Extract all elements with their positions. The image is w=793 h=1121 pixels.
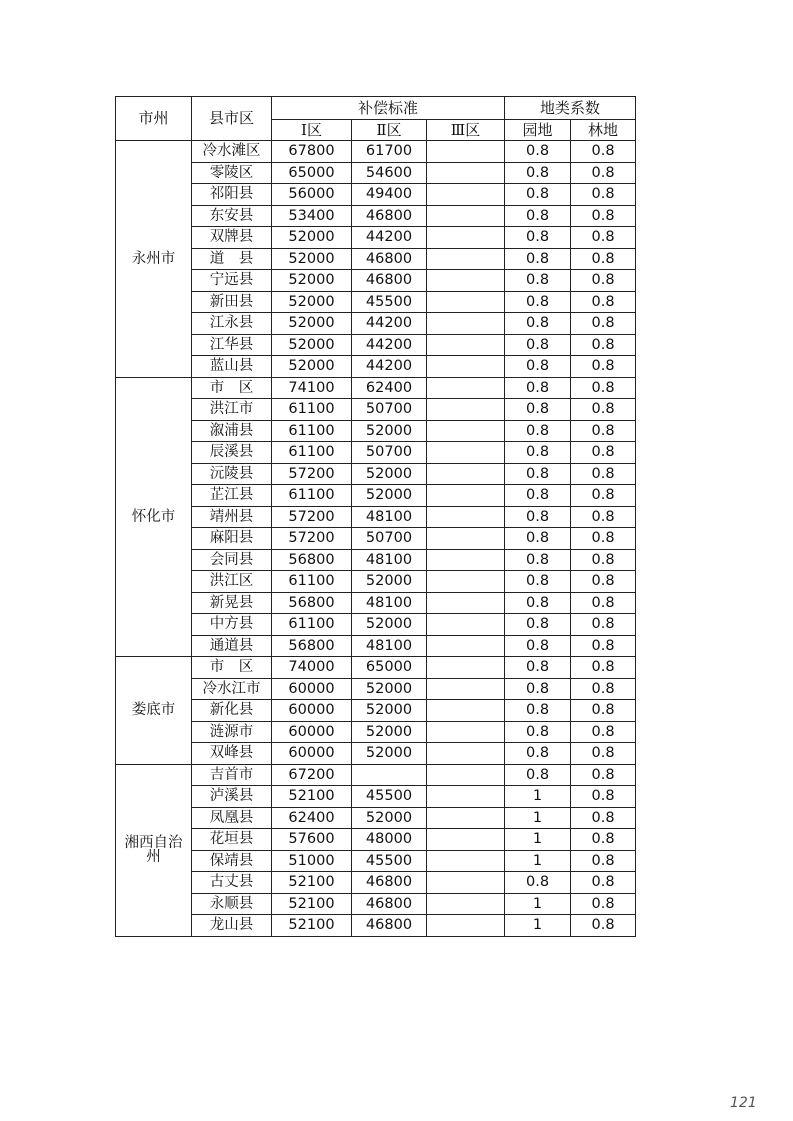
- garden-coefficient: 0.8: [505, 399, 571, 421]
- garden-coefficient: 0.8: [505, 184, 571, 206]
- garden-coefficient: 0.8: [505, 248, 571, 270]
- zone-3-value: [427, 399, 505, 421]
- zone-3-value: [427, 291, 505, 313]
- garden-coefficient: 0.8: [505, 549, 571, 571]
- zone-1-value: 57200: [272, 506, 352, 528]
- forest-coefficient: 0.8: [571, 829, 636, 851]
- zone-1-value: 56000: [272, 184, 352, 206]
- zone-2-value: 48100: [352, 635, 427, 657]
- zone-2-value: 44200: [352, 334, 427, 356]
- zone-3-value: [427, 420, 505, 442]
- zone-3-value: [427, 506, 505, 528]
- table-row: [116, 592, 636, 614]
- zone-1-value: 67800: [272, 141, 352, 163]
- table-row: [116, 313, 636, 335]
- forest-coefficient: 0.8: [571, 141, 636, 163]
- county-cell: 永顺县: [192, 893, 272, 915]
- header-garden: 园地: [505, 120, 571, 141]
- county-cell: 芷江县: [192, 485, 272, 507]
- header-compensation-standard: 补偿标准: [272, 97, 505, 120]
- garden-coefficient: 1: [505, 786, 571, 808]
- zone-2-value: 45500: [352, 786, 427, 808]
- county-cell: 新化县: [192, 700, 272, 722]
- forest-coefficient: 0.8: [571, 377, 636, 399]
- zone-1-value: 52000: [272, 313, 352, 335]
- garden-coefficient: 0.8: [505, 700, 571, 722]
- garden-coefficient: 0.8: [505, 657, 571, 679]
- county-cell: 靖州县: [192, 506, 272, 528]
- zone-3-value: [427, 786, 505, 808]
- zone-2-value: 52000: [352, 678, 427, 700]
- forest-coefficient: 0.8: [571, 442, 636, 464]
- zone-2-value: 54600: [352, 162, 427, 184]
- garden-coefficient: 0.8: [505, 592, 571, 614]
- zone-3-value: [427, 571, 505, 593]
- zone-2-value: 52000: [352, 721, 427, 743]
- zone-1-value: 74000: [272, 657, 352, 679]
- table-row: [116, 420, 636, 442]
- forest-coefficient: 0.8: [571, 721, 636, 743]
- garden-coefficient: 1: [505, 829, 571, 851]
- garden-coefficient: 0.8: [505, 528, 571, 550]
- forest-coefficient: 0.8: [571, 205, 636, 227]
- garden-coefficient: 0.8: [505, 420, 571, 442]
- garden-coefficient: 0.8: [505, 141, 571, 163]
- zone-2-value: 52000: [352, 743, 427, 765]
- zone-1-value: 52100: [272, 915, 352, 937]
- forest-coefficient: 0.8: [571, 184, 636, 206]
- zone-1-value: 61100: [272, 399, 352, 421]
- forest-coefficient: 0.8: [571, 549, 636, 571]
- garden-coefficient: 1: [505, 807, 571, 829]
- county-cell: 冷水江市: [192, 678, 272, 700]
- zone-3-value: [427, 463, 505, 485]
- forest-coefficient: 0.8: [571, 764, 636, 786]
- zone-2-value: 48100: [352, 549, 427, 571]
- county-cell: 洪江区: [192, 571, 272, 593]
- county-cell: 蓝山县: [192, 356, 272, 378]
- zone-1-value: 56800: [272, 549, 352, 571]
- zone-2-value: 50700: [352, 442, 427, 464]
- forest-coefficient: 0.8: [571, 506, 636, 528]
- table-row: [116, 893, 636, 915]
- county-cell: 江华县: [192, 334, 272, 356]
- zone-3-value: [427, 614, 505, 636]
- zone-3-value: [427, 915, 505, 937]
- table-row: [116, 248, 636, 270]
- garden-coefficient: 0.8: [505, 743, 571, 765]
- zone-2-value: 49400: [352, 184, 427, 206]
- header-county: 县市区: [192, 97, 272, 141]
- table-row: [116, 291, 636, 313]
- zone-3-value: [427, 184, 505, 206]
- garden-coefficient: 0.8: [505, 227, 571, 249]
- zone-1-value: 52100: [272, 893, 352, 915]
- compensation-standard-table: [115, 96, 636, 937]
- table-row: [116, 549, 636, 571]
- table-row: [116, 872, 636, 894]
- forest-coefficient: 0.8: [571, 786, 636, 808]
- county-cell: 通道县: [192, 635, 272, 657]
- zone-2-value: 44200: [352, 356, 427, 378]
- garden-coefficient: 0.8: [505, 205, 571, 227]
- forest-coefficient: 0.8: [571, 807, 636, 829]
- forest-coefficient: 0.8: [571, 678, 636, 700]
- table-row: [116, 399, 636, 421]
- zone-2-value: 50700: [352, 528, 427, 550]
- county-cell: 市 区: [192, 377, 272, 399]
- zone-3-value: [427, 764, 505, 786]
- forest-coefficient: 0.8: [571, 915, 636, 937]
- county-cell: 花垣县: [192, 829, 272, 851]
- table-row: [116, 141, 636, 163]
- header-city: 市州: [116, 97, 192, 141]
- zone-1-value: 52000: [272, 334, 352, 356]
- table-row: [116, 506, 636, 528]
- garden-coefficient: 0.8: [505, 872, 571, 894]
- zone-3-value: [427, 893, 505, 915]
- garden-coefficient: 0.8: [505, 377, 571, 399]
- header-zone-1: Ⅰ区: [272, 120, 352, 141]
- garden-coefficient: 1: [505, 915, 571, 937]
- zone-1-value: 57600: [272, 829, 352, 851]
- county-cell: 会同县: [192, 549, 272, 571]
- zone-2-value: 45500: [352, 291, 427, 313]
- county-cell: 麻阳县: [192, 528, 272, 550]
- header-zone-2: Ⅱ区: [352, 120, 427, 141]
- zone-3-value: [427, 549, 505, 571]
- zone-1-value: 60000: [272, 721, 352, 743]
- county-cell: 保靖县: [192, 850, 272, 872]
- table-row: [116, 356, 636, 378]
- forest-coefficient: 0.8: [571, 571, 636, 593]
- zone-3-value: [427, 248, 505, 270]
- zone-3-value: [427, 270, 505, 292]
- garden-coefficient: 0.8: [505, 270, 571, 292]
- zone-3-value: [427, 485, 505, 507]
- zone-3-value: [427, 592, 505, 614]
- forest-coefficient: 0.8: [571, 893, 636, 915]
- table-row: [116, 528, 636, 550]
- table-row: [116, 270, 636, 292]
- zone-2-value: 50700: [352, 399, 427, 421]
- zone-1-value: 52100: [272, 786, 352, 808]
- county-cell: 冷水滩区: [192, 141, 272, 163]
- county-cell: 辰溪县: [192, 442, 272, 464]
- garden-coefficient: 0.8: [505, 334, 571, 356]
- zone-1-value: 74100: [272, 377, 352, 399]
- city-cell: 娄底市: [116, 657, 192, 765]
- city-cell: 怀化市: [116, 377, 192, 657]
- county-cell: 龙山县: [192, 915, 272, 937]
- forest-coefficient: 0.8: [571, 248, 636, 270]
- zone-2-value: 52000: [352, 807, 427, 829]
- county-cell: 双峰县: [192, 743, 272, 765]
- zone-1-value: 67200: [272, 764, 352, 786]
- forest-coefficient: 0.8: [571, 227, 636, 249]
- table-row: [116, 807, 636, 829]
- garden-coefficient: 0.8: [505, 162, 571, 184]
- forest-coefficient: 0.8: [571, 334, 636, 356]
- zone-2-value: 46800: [352, 915, 427, 937]
- zone-1-value: 52000: [272, 291, 352, 313]
- zone-2-value: 52000: [352, 571, 427, 593]
- table-row: [116, 700, 636, 722]
- garden-coefficient: 0.8: [505, 764, 571, 786]
- zone-3-value: [427, 829, 505, 851]
- table-row: [116, 743, 636, 765]
- forest-coefficient: 0.8: [571, 313, 636, 335]
- zone-1-value: 52000: [272, 270, 352, 292]
- county-cell: 沅陵县: [192, 463, 272, 485]
- zone-1-value: 61100: [272, 571, 352, 593]
- header-land-coefficient: 地类系数: [505, 97, 636, 120]
- table-row: [116, 334, 636, 356]
- zone-1-value: 56800: [272, 592, 352, 614]
- county-cell: 古丈县: [192, 872, 272, 894]
- zone-1-value: 57200: [272, 463, 352, 485]
- zone-2-value: 48100: [352, 592, 427, 614]
- zone-3-value: [427, 334, 505, 356]
- zone-1-value: 61100: [272, 442, 352, 464]
- zone-2-value: 46800: [352, 872, 427, 894]
- forest-coefficient: 0.8: [571, 162, 636, 184]
- garden-coefficient: 0.8: [505, 485, 571, 507]
- zone-1-value: 56800: [272, 635, 352, 657]
- zone-2-value: 44200: [352, 227, 427, 249]
- garden-coefficient: 0.8: [505, 442, 571, 464]
- zone-1-value: 60000: [272, 743, 352, 765]
- county-cell: 新田县: [192, 291, 272, 313]
- table-row: [116, 377, 636, 399]
- zone-2-value: 61700: [352, 141, 427, 163]
- zone-3-value: [427, 528, 505, 550]
- zone-3-value: [427, 205, 505, 227]
- zone-3-value: [427, 141, 505, 163]
- forest-coefficient: 0.8: [571, 356, 636, 378]
- zone-2-value: 65000: [352, 657, 427, 679]
- zone-1-value: 51000: [272, 850, 352, 872]
- zone-3-value: [427, 313, 505, 335]
- garden-coefficient: 0.8: [505, 635, 571, 657]
- zone-2-value: 52000: [352, 700, 427, 722]
- forest-coefficient: 0.8: [571, 399, 636, 421]
- county-cell: 泸溪县: [192, 786, 272, 808]
- zone-3-value: [427, 807, 505, 829]
- table-row: [116, 786, 636, 808]
- county-cell: 东安县: [192, 205, 272, 227]
- zone-2-value: 44200: [352, 313, 427, 335]
- zone-1-value: 60000: [272, 678, 352, 700]
- county-cell: 吉首市: [192, 764, 272, 786]
- zone-1-value: 53400: [272, 205, 352, 227]
- table-row: [116, 721, 636, 743]
- zone-2-value: 52000: [352, 485, 427, 507]
- garden-coefficient: 0.8: [505, 313, 571, 335]
- county-cell: 洪江市: [192, 399, 272, 421]
- zone-3-value: [427, 377, 505, 399]
- forest-coefficient: 0.8: [571, 657, 636, 679]
- garden-coefficient: 0.8: [505, 291, 571, 313]
- zone-2-value: 52000: [352, 614, 427, 636]
- zone-3-value: [427, 700, 505, 722]
- county-cell: 零陵区: [192, 162, 272, 184]
- table-row: [116, 614, 636, 636]
- table-row: [116, 184, 636, 206]
- header-zone-3: Ⅲ区: [427, 120, 505, 141]
- garden-coefficient: 1: [505, 850, 571, 872]
- zone-2-value: 52000: [352, 420, 427, 442]
- forest-coefficient: 0.8: [571, 743, 636, 765]
- table-body: [116, 141, 636, 937]
- zone-3-value: [427, 657, 505, 679]
- county-cell: 江永县: [192, 313, 272, 335]
- city-cell: 永州市: [116, 141, 192, 378]
- forest-coefficient: 0.8: [571, 635, 636, 657]
- zone-1-value: 52000: [272, 227, 352, 249]
- zone-2-value: 48000: [352, 829, 427, 851]
- forest-coefficient: 0.8: [571, 700, 636, 722]
- zone-1-value: 60000: [272, 700, 352, 722]
- county-cell: 双牌县: [192, 227, 272, 249]
- zone-3-value: [427, 635, 505, 657]
- zone-2-value: 52000: [352, 463, 427, 485]
- zone-1-value: 61100: [272, 614, 352, 636]
- garden-coefficient: 0.8: [505, 614, 571, 636]
- zone-1-value: 61100: [272, 420, 352, 442]
- forest-coefficient: 0.8: [571, 463, 636, 485]
- forest-coefficient: 0.8: [571, 850, 636, 872]
- forest-coefficient: 0.8: [571, 872, 636, 894]
- garden-coefficient: 0.8: [505, 506, 571, 528]
- zone-1-value: 52000: [272, 356, 352, 378]
- garden-coefficient: 1: [505, 893, 571, 915]
- zone-3-value: [427, 356, 505, 378]
- forest-coefficient: 0.8: [571, 270, 636, 292]
- zone-2-value: 45500: [352, 850, 427, 872]
- zone-1-value: 52000: [272, 248, 352, 270]
- header-forest: 林地: [571, 120, 636, 141]
- forest-coefficient: 0.8: [571, 485, 636, 507]
- zone-1-value: 65000: [272, 162, 352, 184]
- forest-coefficient: 0.8: [571, 528, 636, 550]
- zone-3-value: [427, 721, 505, 743]
- table-row: [116, 829, 636, 851]
- zone-3-value: [427, 872, 505, 894]
- zone-3-value: [427, 162, 505, 184]
- garden-coefficient: 0.8: [505, 721, 571, 743]
- table-row: [116, 162, 636, 184]
- forest-coefficient: 0.8: [571, 614, 636, 636]
- zone-3-value: [427, 850, 505, 872]
- county-cell: 市 区: [192, 657, 272, 679]
- zone-1-value: 61100: [272, 485, 352, 507]
- county-cell: 中方县: [192, 614, 272, 636]
- zone-2-value: 62400: [352, 377, 427, 399]
- table-row: [116, 442, 636, 464]
- table-row: [116, 915, 636, 937]
- zone-3-value: [427, 678, 505, 700]
- county-cell: 道 县: [192, 248, 272, 270]
- forest-coefficient: 0.8: [571, 420, 636, 442]
- table-row: [116, 764, 636, 786]
- table-row: [116, 678, 636, 700]
- zone-2-value: 46800: [352, 893, 427, 915]
- zone-2-value: 46800: [352, 205, 427, 227]
- county-cell: 宁远县: [192, 270, 272, 292]
- city-cell: 湘西自治州: [116, 764, 192, 936]
- header-row-1: [116, 97, 636, 120]
- county-cell: 溆浦县: [192, 420, 272, 442]
- zone-1-value: 57200: [272, 528, 352, 550]
- zone-1-value: 52100: [272, 872, 352, 894]
- county-cell: 新晃县: [192, 592, 272, 614]
- county-cell: 祁阳县: [192, 184, 272, 206]
- garden-coefficient: 0.8: [505, 356, 571, 378]
- table-row: [116, 227, 636, 249]
- zone-2-value: 46800: [352, 270, 427, 292]
- table-row: [116, 850, 636, 872]
- zone-3-value: [427, 743, 505, 765]
- garden-coefficient: 0.8: [505, 678, 571, 700]
- forest-coefficient: 0.8: [571, 291, 636, 313]
- zone-3-value: [427, 442, 505, 464]
- forest-coefficient: 0.8: [571, 592, 636, 614]
- table-row: [116, 635, 636, 657]
- table-row: [116, 571, 636, 593]
- zone-2-value: 48100: [352, 506, 427, 528]
- zone-1-value: 62400: [272, 807, 352, 829]
- table-row: [116, 463, 636, 485]
- county-cell: 凤凰县: [192, 807, 272, 829]
- garden-coefficient: 0.8: [505, 571, 571, 593]
- zone-2-value: 46800: [352, 248, 427, 270]
- zone-2-value: [352, 764, 427, 786]
- table-row: [116, 205, 636, 227]
- county-cell: 涟源市: [192, 721, 272, 743]
- garden-coefficient: 0.8: [505, 463, 571, 485]
- zone-3-value: [427, 227, 505, 249]
- table-row: [116, 485, 636, 507]
- table-row: [116, 657, 636, 679]
- page-number: 121: [730, 1095, 757, 1111]
